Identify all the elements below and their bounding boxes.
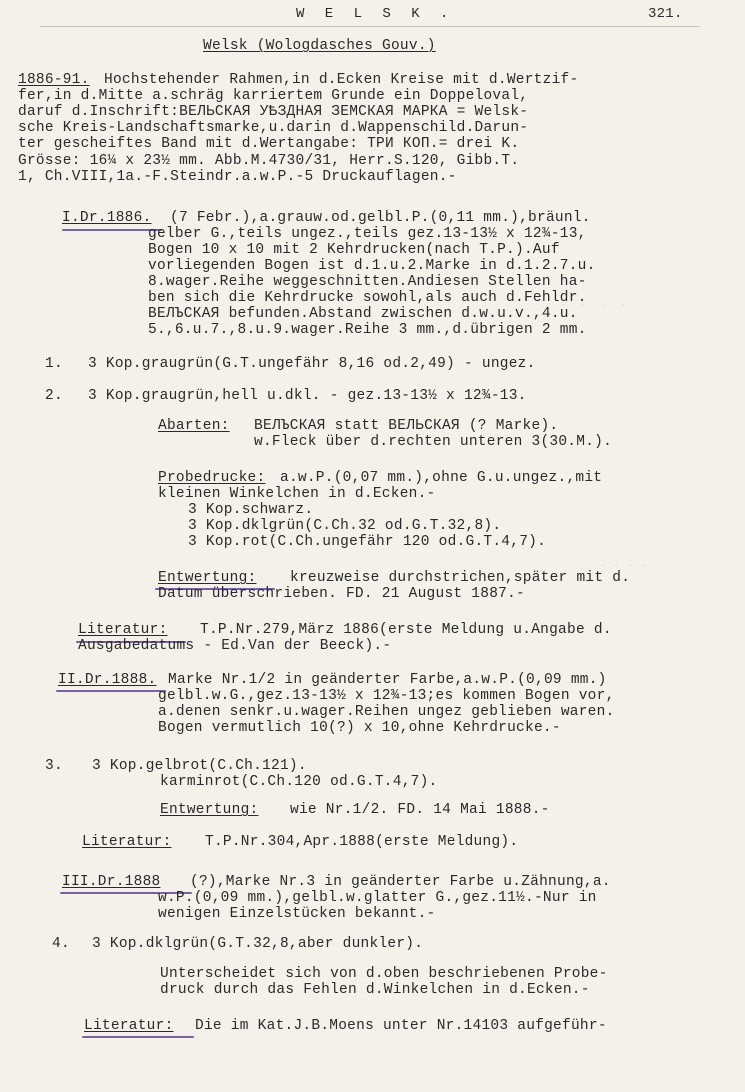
pen-underline bbox=[62, 229, 162, 231]
print-text-line: gelber G.,teils ungez.,teils gez.13-13½ x 12¾-13, bbox=[148, 226, 587, 242]
stamp-description: karminrot(C.Ch.120 od.G.T.4,7). bbox=[160, 774, 438, 790]
literatur-line: T.P.Nr.304,Apr.1888(erste Meldung). bbox=[205, 834, 519, 850]
running-header: W E L S K . bbox=[296, 6, 455, 22]
stamp-number: 4. bbox=[52, 936, 70, 952]
stamp-description: 3 Kop.graugrün,hell u.dkl. - gez.13-13½ x 12¾-13. bbox=[88, 388, 527, 404]
entwertung-line: wie Nr.1/2. FD. 14 Mai 1888.- bbox=[290, 802, 550, 818]
pen-underline bbox=[56, 690, 166, 692]
print-text-line: (7 Febr.),a.grauw.od.gelbl.P.(0,11 mm.),bräunl. bbox=[170, 210, 591, 226]
probedrucke-label: Probedrucke: bbox=[158, 470, 266, 486]
print-text-line: wenigen Einzelstücken bekannt.- bbox=[158, 906, 436, 922]
page-title: Welsk (Wologdasches Gouv.) bbox=[203, 38, 436, 54]
show-through-text: - - - - bbox=[600, 560, 647, 572]
print-text-line: Bogen vermutlich 10(?) x 10,ohne Kehrdrucke.- bbox=[158, 720, 561, 736]
print-text-line: Marke Nr.1/2 in geänderter Farbe,a.w.P.(0,09 mm.) bbox=[168, 672, 607, 688]
probedruck-item: 3 Kop.dklgrün(C.Ch.32 od.G.T.32,8). bbox=[188, 518, 502, 534]
literatur-line: T.P.Nr.279,März 1886(erste Meldung u.Angabe d. bbox=[200, 622, 612, 638]
abarten-line: w.Fleck über d.rechten unteren 3(30.M.). bbox=[254, 434, 613, 450]
intro-line: daruf d.Inschrift:ВЕЛЬСКАЯ УѢЗДНАЯ ЗЕМСКАЯ МАРКА = Welsk- bbox=[18, 104, 529, 120]
print-label-2: II.Dr.1888. bbox=[58, 672, 157, 688]
stamp-number: 2. bbox=[45, 388, 63, 404]
pen-underline bbox=[82, 1036, 194, 1038]
print-text-line: ВЕЛЪСКАЯ befunden.Abstand zwischen d.w.u.v.,4.u. bbox=[148, 306, 578, 322]
intro-line: Grösse: 16¼ x 23½ mm. Abb.M.4730/31, Herr.S.120, Gibb.T. bbox=[18, 153, 520, 169]
print-label-1: I.Dr.1886. bbox=[62, 210, 152, 226]
intro-line: sche Kreis-Landschaftsmarke,u.darin d.Wappenschild.Darun- bbox=[18, 120, 529, 136]
literatur-label: Literatur: bbox=[84, 1018, 174, 1034]
stamp-number: 3. bbox=[45, 758, 63, 774]
print-text-line: 5.,6.u.7.,8.u.9.wager.Reihe 3 mm.,d.übrigen 2 mm. bbox=[148, 322, 587, 338]
print-text-line: 8.wager.Reihe weggeschnitten.Andiesen Stellen ha- bbox=[148, 274, 587, 290]
stamp-note: druck durch das Fehlen d.Winkelchen in d.Ecken.- bbox=[160, 982, 590, 998]
print-label-3: III.Dr.1888 bbox=[62, 874, 161, 890]
probedrucke-line: a.w.P.(0,07 mm.),ohne G.u.ungez.,mit bbox=[280, 470, 603, 486]
abarten-line: ВЕЛЪСКАЯ statt ВЕЛЬСКАЯ (? Marke). bbox=[254, 418, 559, 434]
intro-line: fer,in d.Mitte a.schräg karriertem Grunde ein Doppeloval, bbox=[18, 88, 529, 104]
print-text-line: (?),Marke Nr.3 in geänderter Farbe u.Zähnung,a. bbox=[190, 874, 611, 890]
stamp-number: 1. bbox=[45, 356, 63, 372]
probedrucke-line: kleinen Winkelchen in d.Ecken.- bbox=[158, 486, 436, 502]
entwertung-line: Datum überschrieben. FD. 21 August 1887.- bbox=[158, 586, 526, 602]
stamp-description: 3 Kop.graugrün(G.T.ungefähr 8,16 od.2,49) - ungez. bbox=[88, 356, 536, 372]
literatur-label: Literatur: bbox=[82, 834, 172, 850]
intro-line: ter gescheiftes Band mit d.Wertangabe: ТРИ КОП.= drei K. bbox=[18, 136, 520, 152]
entwertung-line: kreuzweise durchstrichen,später mit d. bbox=[290, 570, 631, 586]
probedruck-item: 3 Kop.schwarz. bbox=[188, 502, 314, 518]
intro-line: 1, Ch.VIII,1a.-F.Steindr.a.w.P.-5 Druckauflagen.- bbox=[18, 169, 457, 185]
stamp-description: 3 Kop.dklgrün(G.T.32,8,aber dunkler). bbox=[92, 936, 424, 952]
abarten-label: Abarten: bbox=[158, 418, 230, 434]
stamp-note: Unterscheidet sich von d.oben beschriebenen Probe- bbox=[160, 966, 608, 982]
probedruck-item: 3 Kop.rot(C.Ch.ungefähr 120 od.G.T.4,7). bbox=[188, 534, 547, 550]
stamp-description: 3 Kop.gelbrot(C.Ch.121). bbox=[92, 758, 307, 774]
print-text-line: Bogen 10 x 10 mit 2 Kehrdrucken(nach T.P.).Auf bbox=[148, 242, 560, 258]
literatur-label: Literatur: bbox=[78, 622, 168, 638]
page-number: 321. bbox=[648, 6, 683, 22]
print-text-line: vorliegenden Bogen ist d.1.u.2.Marke in d.1.2.7.u. bbox=[148, 258, 596, 274]
print-text-line: gelbl.w.G.,gez.13-13½ x 12¾-13;es kommen Bogen vor, bbox=[158, 688, 615, 704]
intro-line: Hochstehender Rahmen,in d.Ecken Kreise mit d.Wertzif- bbox=[104, 72, 579, 88]
print-text-line: a.denen senkr.u.wager.Reihen ungez geblieben waren. bbox=[158, 704, 615, 720]
literatur-line: Die im Kat.J.B.Moens unter Nr.14103 aufgeführ- bbox=[195, 1018, 607, 1034]
header-rule bbox=[40, 26, 700, 27]
print-text-line: ben sich die Kehrdrucke sowohl,als auch d.Fehldr. bbox=[148, 290, 587, 306]
entwertung-label: Entwertung: bbox=[158, 570, 257, 586]
entwertung-label: Entwertung: bbox=[160, 802, 259, 818]
intro-year-label: 1886-91. bbox=[18, 72, 90, 88]
show-through-text: - - - - bbox=[560, 300, 627, 312]
print-text-line: w.P.(0,09 mm.),gelbl.w.glatter G.,gez.11½.-Nur in bbox=[158, 890, 597, 906]
literatur-line: Ausgabedatums - Ed.Van der Beeck).- bbox=[78, 638, 392, 654]
